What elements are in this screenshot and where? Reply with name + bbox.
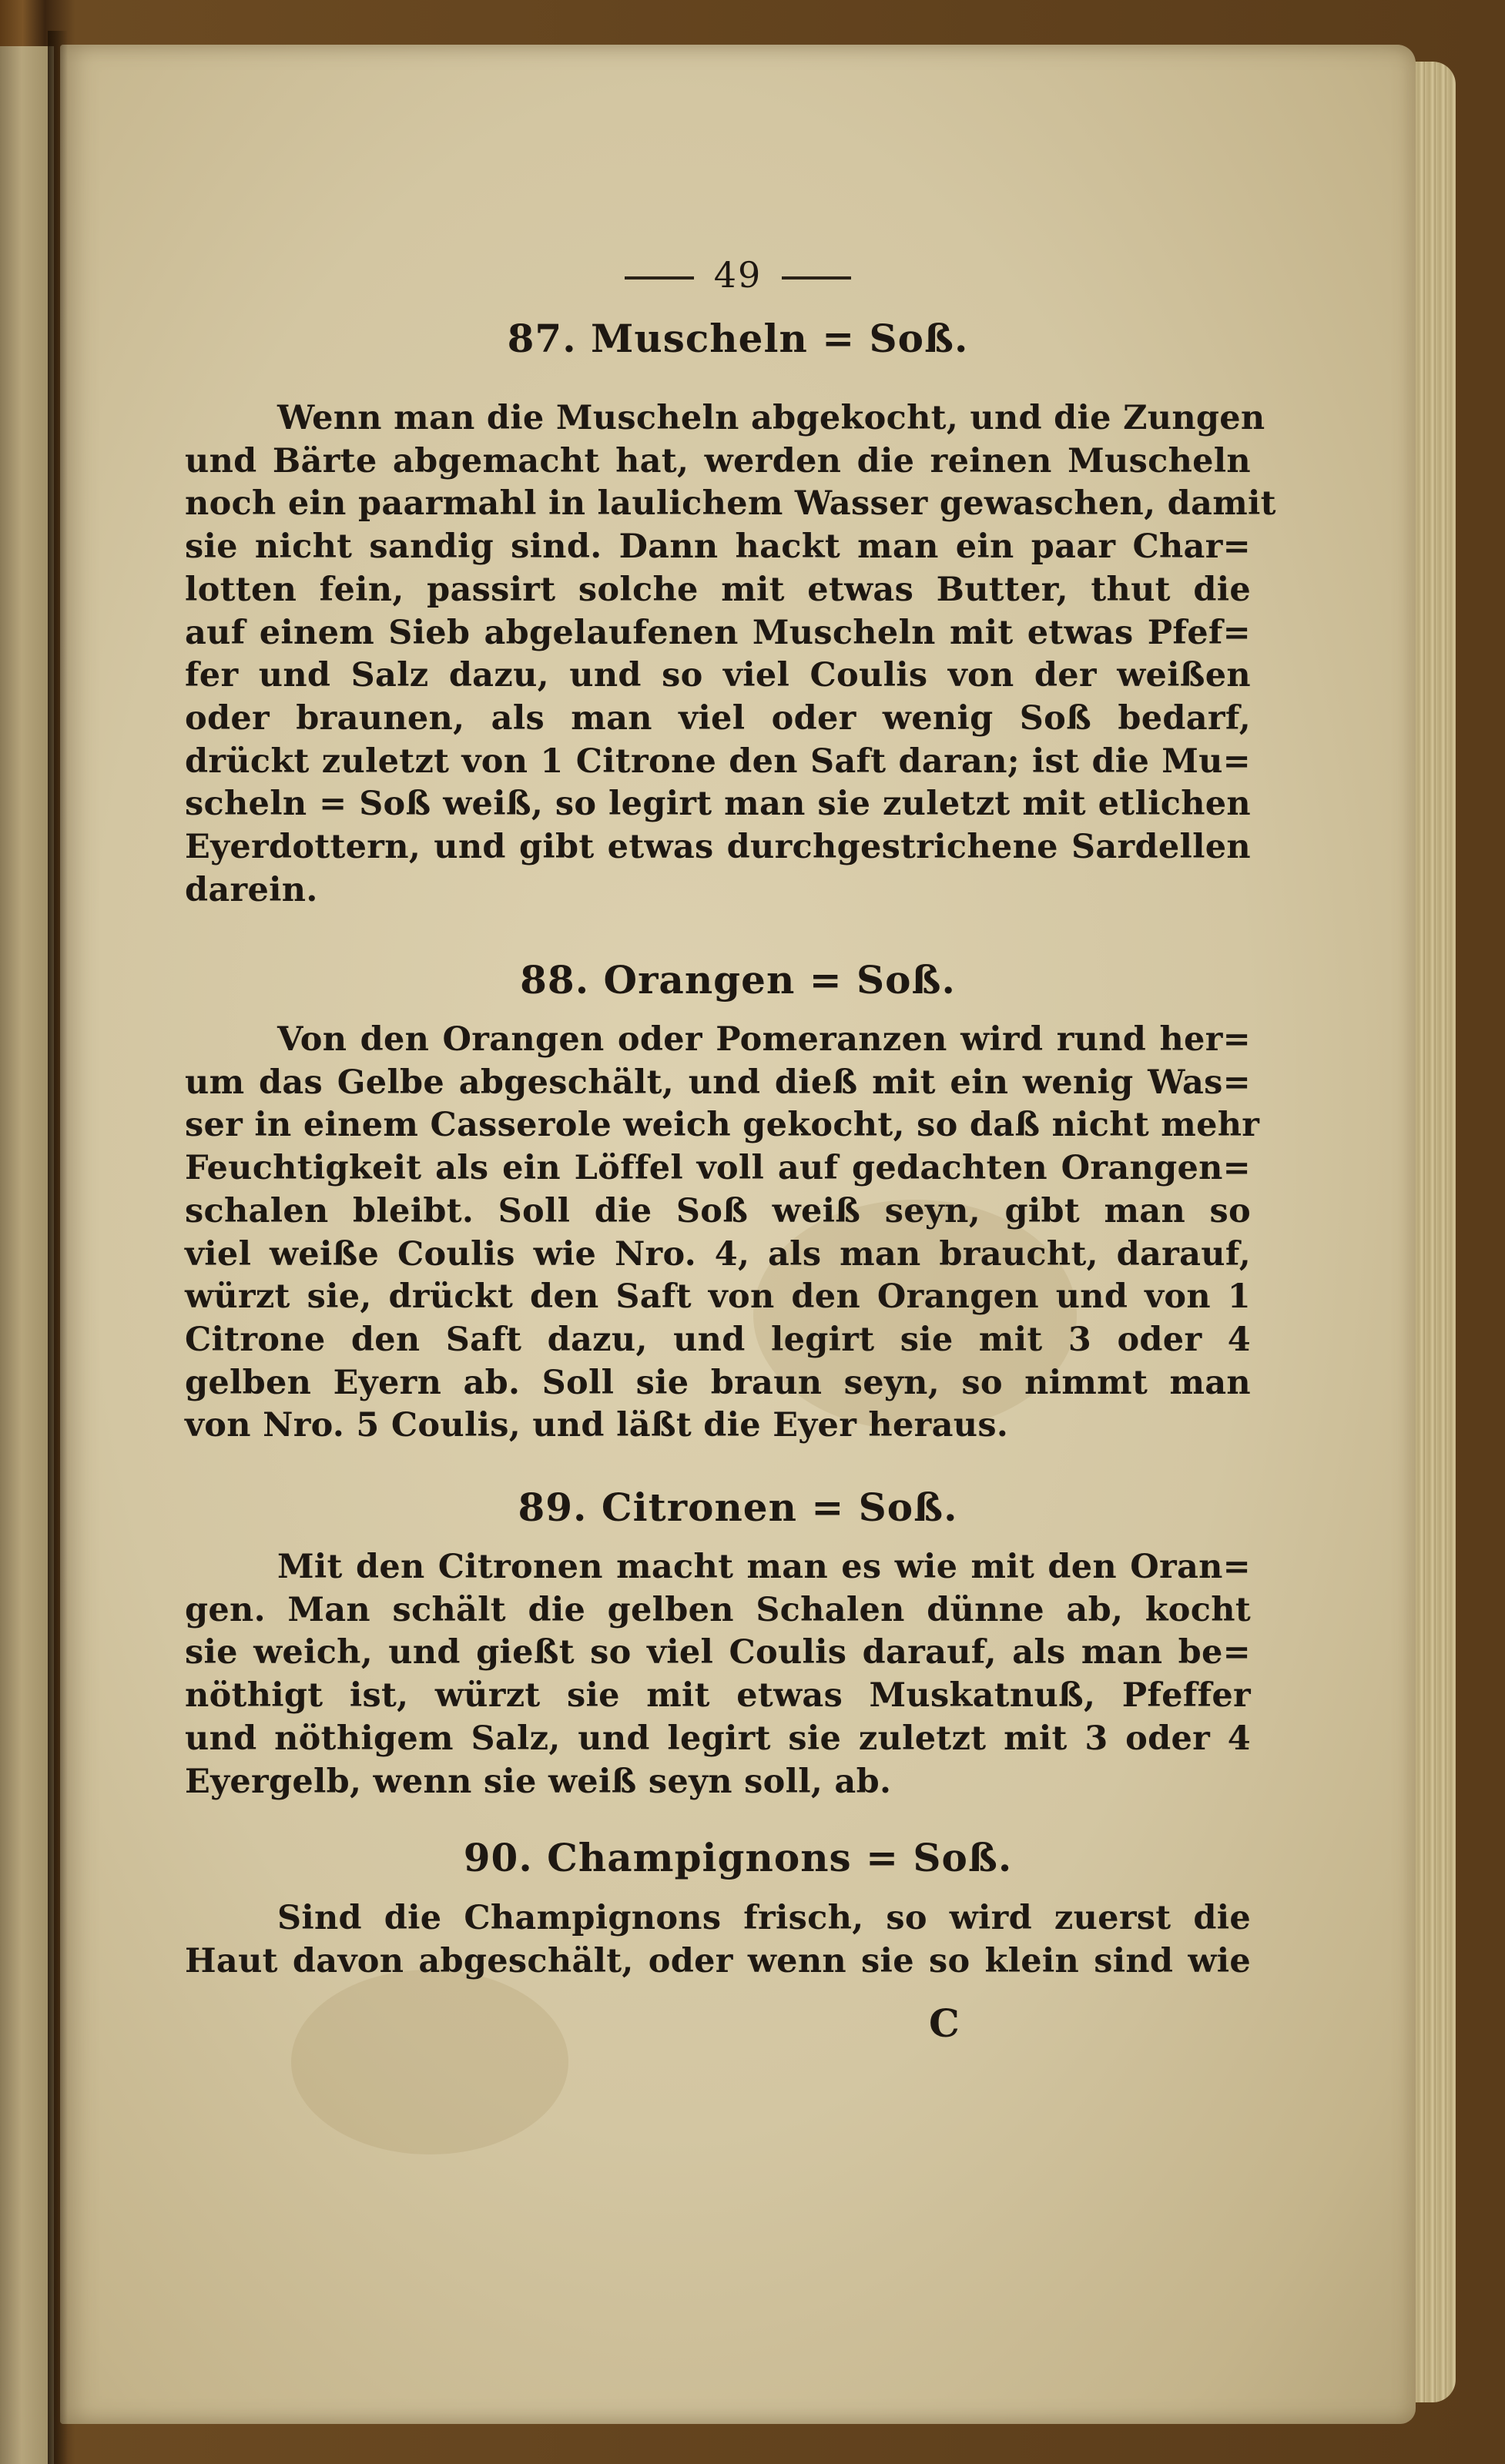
text-line: auf einem Sieb abgelaufenen Muscheln mit etwas Pfef=: [185, 613, 1251, 652]
text-line: oder braunen, als man viel oder wenig Soß bedarf,: [185, 698, 1251, 738]
text-line: lotten fein, passirt solche mit etwas Butter, thut die: [185, 570, 1251, 609]
section-heading: 90. Champignons = Soß.: [463, 1835, 1013, 1880]
text-line: würzt sie, drückt den Saft von den Orangen und von 1: [185, 1277, 1251, 1317]
text-line: noch ein paarmahl in laulichem Wasser gewaschen, damit: [185, 484, 1276, 524]
text-line: Von den Orangen oder Pomeranzen wird rund her=: [277, 1020, 1251, 1059]
text-line: schalen bleibt. Soll die Soß weiß seyn, gibt man so: [185, 1191, 1251, 1230]
facing-page-edge: [0, 46, 54, 2464]
text-line: scheln = Soß weiß, so legirt man sie zuletzt mit etlichen: [185, 785, 1251, 824]
text-line: fer und Salz dazu, und so viel Coulis von der weißen: [185, 656, 1251, 695]
section-body: [185, 397, 1276, 912]
section-heading: 87. Muscheln = Soß.: [507, 316, 969, 361]
text-line: Citrone den Saft dazu, und legirt sie mit 3 oder 4: [185, 1320, 1251, 1359]
folio-dash-right: [782, 276, 851, 280]
text-line: darein.: [185, 870, 318, 909]
text-line: von Nro. 5 Coulis, und läßt die Eyer heraus.: [185, 1406, 1009, 1445]
section-body: [185, 1897, 1251, 1983]
spine-shadow: [48, 31, 68, 2464]
section-body: [185, 1019, 1260, 1448]
text-line: sie weich, und gießt so viel Coulis darauf, als man be=: [185, 1633, 1251, 1672]
text-line: und Bärte abgemacht hat, werden die reinen Muscheln: [185, 441, 1251, 480]
text-line: Wenn man die Muscheln abgekocht, und die Zungen: [277, 399, 1265, 437]
text-line: viel weiße Coulis wie Nro. 4, als man braucht, darauf,: [185, 1234, 1251, 1274]
section-body: [185, 1546, 1251, 1803]
text-line: ser in einem Casserole weich gekocht, so daß nicht mehr: [185, 1106, 1260, 1145]
text-line: Haut davon abgeschält, oder wenn sie so klein sind wie: [185, 1941, 1251, 1980]
page-text: [60, 45, 1416, 2424]
text-line: und nöthigem Salz, und legirt sie zuletzt mit 3 oder 4: [185, 1719, 1251, 1758]
text-line: um das Gelbe abgeschält, und dieß mit ein wenig Was=: [185, 1063, 1251, 1102]
page-number-value: 49: [713, 254, 763, 296]
section-heading: 88. Orangen = Soß.: [520, 957, 956, 1003]
text-line: sie nicht sandig sind. Dann hackt man ein paar Char=: [185, 527, 1251, 567]
text-line: Feuchtigkeit als ein Löffel voll auf gedachten Orangen=: [185, 1149, 1251, 1188]
text-line: nöthigt ist, würzt sie mit etwas Muskatnuß, Pfeffer: [185, 1676, 1251, 1716]
book-page: [60, 45, 1416, 2424]
page-number: [60, 254, 1416, 296]
text-line: Eyerdottern, und gibt etwas durchgestrichene Sardellen: [185, 828, 1251, 867]
text-line: Sind die Champignons frisch, so wird zuerst die: [277, 1899, 1251, 1937]
text-line: Eyergelb, wenn sie weiß seyn soll, ab.: [185, 1762, 892, 1801]
folio-dash-left: [625, 276, 694, 280]
signature-mark: C: [929, 2000, 960, 2046]
section-heading: 89. Citronen = Soß.: [518, 1485, 958, 1530]
text-line: gen. Man schält die gelben Schalen dünne ab, kocht: [185, 1590, 1251, 1629]
text-line: drückt zuletzt von 1 Citrone den Saft daran; ist die Mu=: [185, 742, 1251, 781]
text-line: Mit den Citronen macht man es wie mit den Oran=: [277, 1548, 1251, 1586]
text-line: gelben Eyern ab. Soll sie braun seyn, so nimmt man: [185, 1363, 1251, 1402]
